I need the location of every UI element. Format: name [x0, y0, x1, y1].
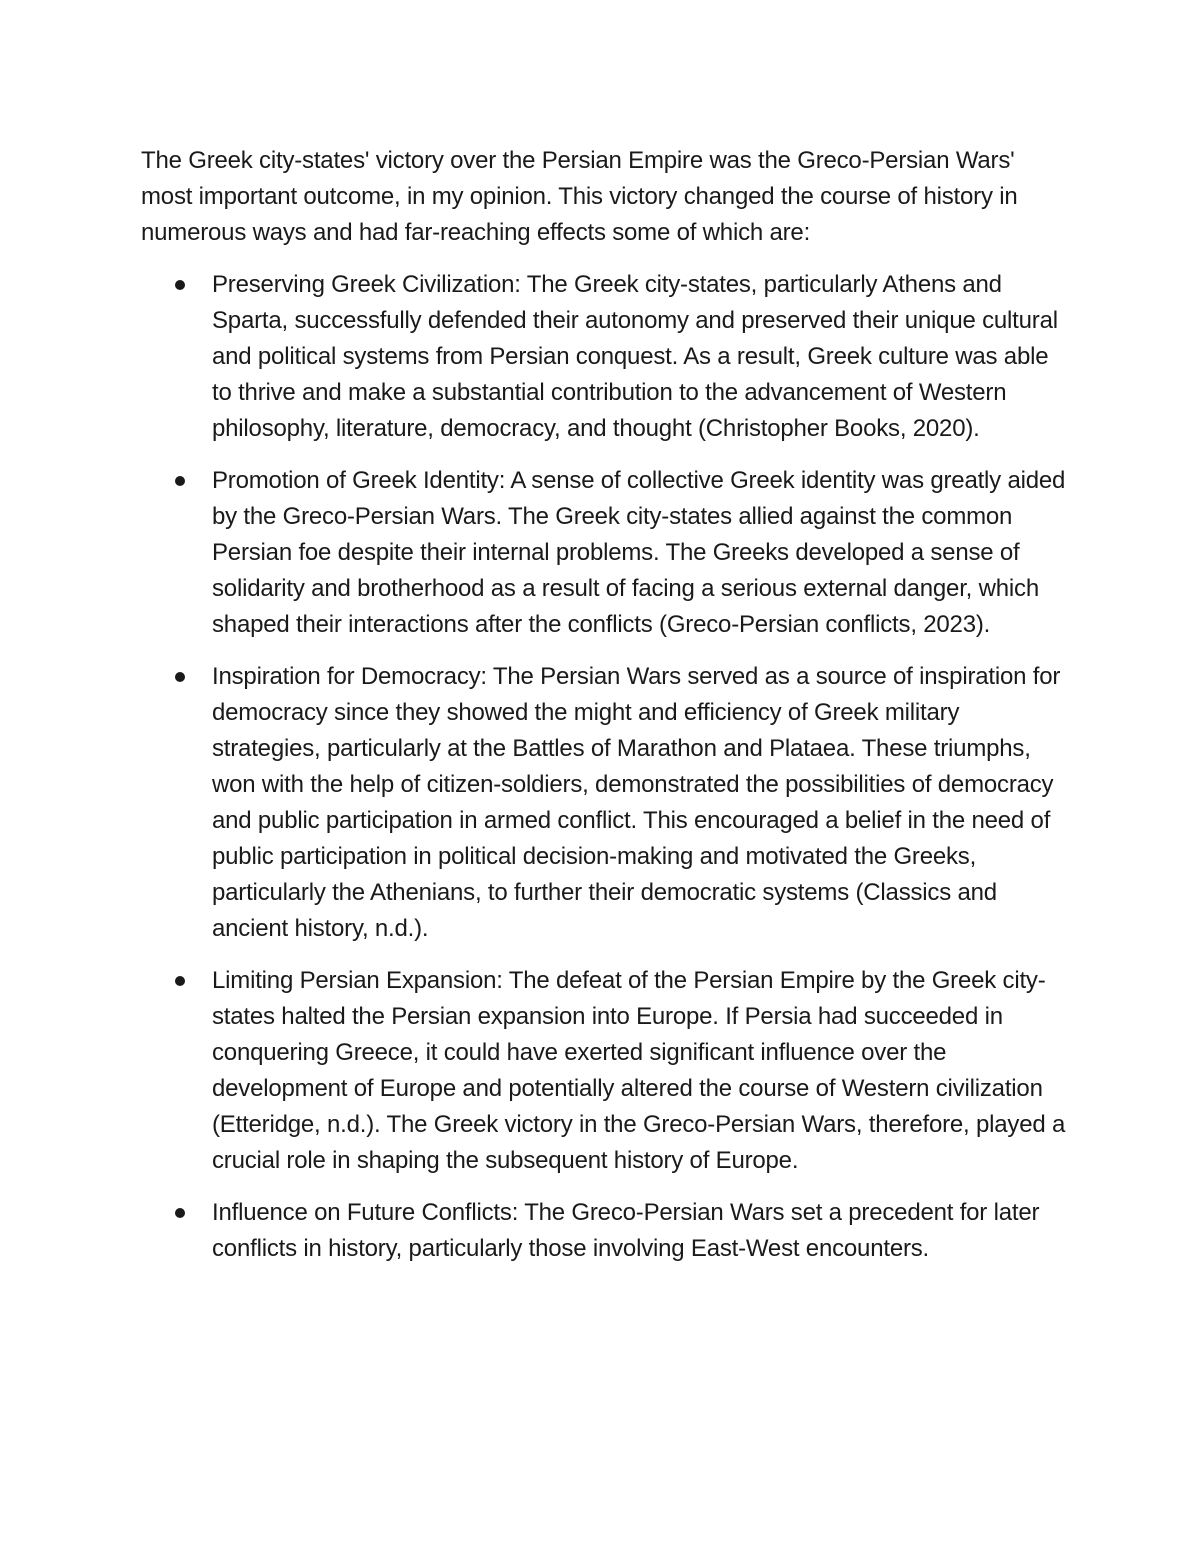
document-body	[141, 143, 1066, 1283]
bullet-point-icon	[175, 280, 185, 290]
bullet-item	[141, 463, 1066, 643]
bullet-text: Inspiration for Democracy: The Persian Wars served as a source of inspiration for democracy since they showed the might and efficiency of Greek military strategies, particularly at the Battles of Marathon and Plataea. These triumphs, won with the help of citizen-soldiers, demonstrated the possibilities of democracy and public participation in armed conflict. This encouraged a belief in the need of public participation in political decision-making and motivated the Greeks, particularly the Athenians, to further their democratic systems (Classics and ancient history, n.d.).	[212, 663, 1061, 942]
bullet-item	[141, 267, 1066, 447]
bullet-point-icon	[175, 1208, 185, 1218]
bullet-item	[141, 1195, 1066, 1267]
bullet-item	[141, 963, 1066, 1179]
bullet-text: Promotion of Greek Identity: A sense of collective Greek identity was greatly aided by the Greco-Persian Wars. The Greek city-states allied against the common Persian foe despite their internal problems. The Greeks developed a sense of solidarity and brotherhood as a result of facing a serious external danger, which shaped their interactions after the conflicts (Greco-Persian conflicts, 2023).	[212, 467, 1066, 638]
bullet-point-icon	[175, 672, 185, 682]
bullet-text: Limiting Persian Expansion: The defeat of the Persian Empire by the Greek city-states halted the Persian expansion into Europe. If Persia had succeeded in conquering Greece, it could have exerted significant influence over the development of Europe and potentially altered the course of Western civilization (Etteridge, n.d.). The Greek victory in the Greco-Persian Wars, therefore, played a crucial role in shaping the subsequent history of Europe.	[212, 967, 1066, 1174]
bullet-item	[141, 659, 1066, 947]
bullet-text: Influence on Future Conflicts: The Greco-Persian Wars set a precedent for later conflicts in history, particularly those involving East-West encounters.	[212, 1199, 1040, 1262]
bullet-point-icon	[175, 476, 185, 486]
bullet-point-icon	[175, 976, 185, 986]
bullet-text: Preserving Greek Civilization: The Greek city-states, particularly Athens and Sparta, successfully defended their autonomy and preserved their unique cultural and political systems from Persian conquest. As a result, Greek culture was able to thrive and make a substantial contribution to the advancement of Western philosophy, literature, democracy, and thought (Christopher Books, 2020).	[212, 271, 1058, 442]
bullet-list	[141, 267, 1066, 1267]
intro-paragraph: The Greek city-states' victory over the Persian Empire was the Greco-Persian Wars' most important outcome, in my opinion. This victory changed the course of history in numerous ways and had far-reaching effects some of which are:	[141, 147, 1018, 246]
